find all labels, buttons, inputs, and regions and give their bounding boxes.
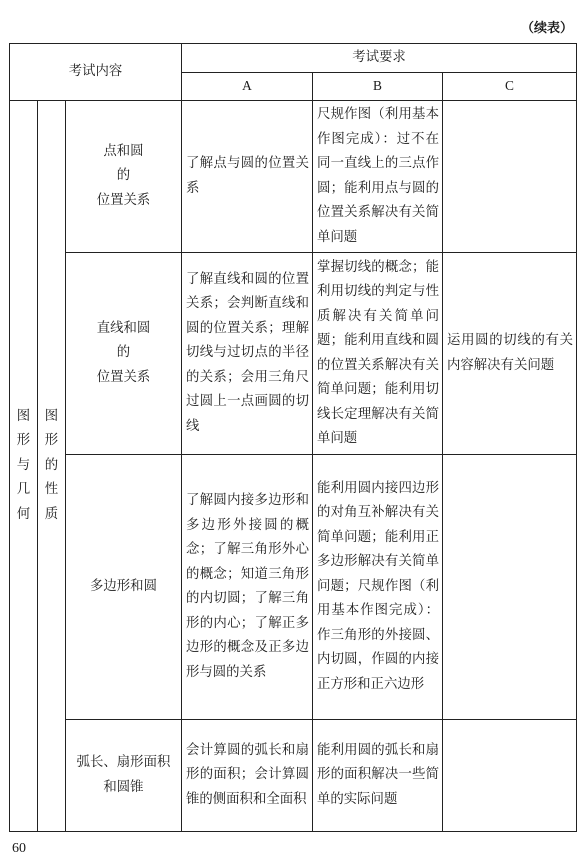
level-b-cell: 能利用圆的弧长和扇形的面积解决一些简单的实际问题	[313, 720, 443, 832]
subdomain-char: 质	[44, 506, 59, 522]
topic-line: 点和圆	[103, 143, 144, 159]
level-c-cell	[443, 101, 577, 253]
table-row	[10, 720, 577, 832]
level-a-cell: 会计算圆的弧长和扇形的面积；会计算圆锥的侧面积和全面积	[182, 720, 313, 832]
table-row	[10, 101, 577, 253]
topic-cell	[66, 720, 182, 832]
level-c-cell	[443, 720, 577, 832]
subdomain-char: 性	[44, 482, 59, 498]
level-a-cell: 了解圆内接多边形和多边形外接圆的概念；了解三角形外心的概念；知道三角形的内切圆；了解三角形的内心；了解正多边形的概念及正多边形与圆的关系	[182, 455, 313, 720]
subdomain-cell	[38, 101, 66, 832]
level-b-cell: 尺规作图（利用基本作图完成）：过不在同一直线上的三点作圆；能利用点与圆的位置关系解决有关简单问题	[313, 101, 443, 253]
level-c-cell: 运用圆的切线的有关内容解决有关问题	[443, 253, 577, 455]
topic-line: 多边形和圆	[90, 578, 157, 594]
topic-cell	[66, 253, 182, 455]
topic-line: 的	[116, 168, 131, 184]
level-a-cell: 了解点与圆的位置关系	[182, 101, 313, 253]
subdomain-char: 的	[44, 457, 59, 473]
table-row	[10, 455, 577, 720]
domain-char: 何	[16, 506, 31, 522]
header-col-c: C	[443, 72, 577, 101]
continuation-label: （续表）	[520, 21, 573, 36]
table-row	[10, 253, 577, 455]
domain-char: 几	[16, 482, 31, 498]
level-b-cell: 能利用圆内接四边形的对角互补解决有关简单问题；能利用正多边形解决有关简单问题；尺规作图（利用基本作图完成）：作三角形的外接圆、内切圆，作圆的内接正方形和正六边形	[313, 455, 443, 720]
topic-cell	[66, 455, 182, 720]
topic-cell	[66, 101, 182, 253]
topic-line: 的	[116, 345, 131, 361]
topic-line: 位置关系	[96, 192, 151, 208]
topic-line: 位置关系	[96, 369, 151, 385]
header-col-b: B	[313, 72, 443, 101]
header-exam-requirement: 考试要求	[182, 44, 577, 73]
topic-line: 弧长、扇形面积	[76, 755, 171, 770]
subdomain-char: 形	[44, 433, 59, 449]
page-number: 60	[12, 841, 26, 856]
level-a-cell: 了解直线和圆的位置关系；会判断直线和圆的位置关系；理解切线与过切点的半径的关系；会用三角尺过圆上一点画圆的切线	[182, 253, 313, 455]
subdomain-char: 图	[44, 408, 59, 424]
domain-char: 与	[16, 457, 31, 473]
header-exam-content: 考试内容	[10, 44, 182, 101]
exam-requirements-table	[9, 43, 577, 832]
domain-char: 图	[16, 408, 31, 424]
topic-line: 直线和圆	[96, 320, 151, 336]
level-b-cell: 掌握切线的概念；能利用切线的判定与性质解决有关简单问题；能利用直线和圆的位置关系解决有关简单问题；能利用切线长定理解决有关简单问题	[313, 253, 443, 455]
level-c-cell	[443, 455, 577, 720]
domain-char: 形	[16, 433, 31, 449]
header-col-a: A	[182, 72, 313, 101]
topic-line: 和圆锥	[103, 779, 144, 795]
domain-cell	[10, 101, 38, 832]
